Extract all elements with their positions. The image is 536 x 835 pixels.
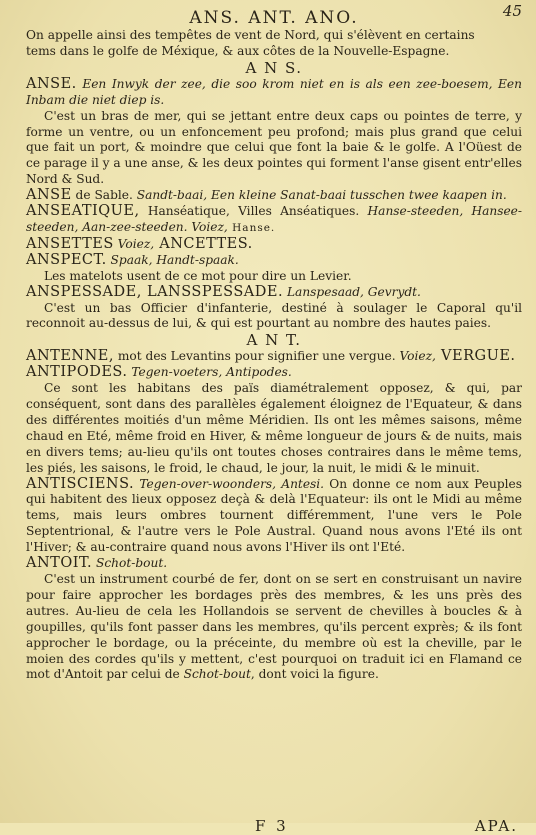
- dutch-translation: Tegen-voeters, Antipodes.: [127, 365, 292, 380]
- entry-antipodes: [26, 365, 522, 381]
- entry-anseatique: [26, 204, 522, 237]
- entry-antisciens: [26, 477, 522, 557]
- intro-line-1: On appelle ainsi des tempêtes de vent de Nord, qui s'élèvent en certains: [26, 28, 475, 42]
- cross-reference: ANCETTES.: [154, 235, 253, 252]
- headword: ANSPESSADE, LANSSPESSADE.: [26, 283, 284, 300]
- dutch-translation: Een Inwyk der zee, die soo krom niet en is als een zee-boesem, Een Inbam die niet diep is.: [26, 76, 522, 107]
- dutch-translation: Sandt-baai, Een kleine Sanat-baai tusschen twee kaapen in.: [136, 188, 507, 203]
- dutch-translation: Tegen-over-woonders, Antesi.: [134, 476, 325, 491]
- entry-ansettes: [26, 237, 522, 253]
- definition-anspect: Les matelots usent de ce mot pour dire un Levier.: [44, 268, 352, 283]
- definition-anspessade: C'est un bas Officier d'infanterie, destiné à soulager le Caporal qu'il reconnoit au-dessus de lui, & qui est pourtant au nombre des hautes paies.: [26, 300, 522, 331]
- definition-anse: C'est un bras de mer, qui se jettant entre deux caps ou pointes de terre, y forme un ventre, ou un enfoncement peu profond; mais plus grand que celui que fait un port, & moindre que celui que font la baie & le golfe. A l'Oüest de ce parage il y a une anse, & les deux pointes qui forment l'anse gisent entr'elles Nord & Sud.: [26, 108, 522, 187]
- headword: ANTIPODES.: [26, 364, 128, 381]
- dutch-translation: Spaak, Handt-spaak.: [106, 252, 239, 267]
- signature-mark: F 3: [255, 817, 289, 835]
- entry-text: C'est un instrument courbé de fer, dont on se sert en construisant un navire pour faire approcher les bordages près des membres, & les uns près des autres. Au-lieu de cela les Hollandois se servent de chevilles à boucles & à goupilles, qu'ils font passer dans les membres, qu'ils percent exprès; & ils font approcher le bordage, ou la préceinte, du membre où est la cheville, par le moien des cordes qu'ils y mettent, c'est pourquoi on traduit ici en Flamand ce mot d'Antoit par celui de: [26, 572, 522, 682]
- voiez-text: Voiez,: [113, 236, 155, 251]
- voiez-text: Voiez,: [399, 349, 436, 364]
- definition-antisciens: On donne ce nom aux Peuples qui habitent des lieux opposez deçà & delà l'Equateur: ils ont le Midi au même tems, mais leurs ombres tournent différemment, l'une vers le Pole Septentrional, & l'autre vers le Pole Austral. Quand nous avons l'Eté ils ont l'Hiver; & au-contraire quand nous avons l'Hiver ils ont l'Eté.: [26, 476, 522, 555]
- cross-reference: VERGUE.: [435, 348, 516, 365]
- entry-antoit: [26, 556, 522, 572]
- entry-anse-de-sable: [26, 188, 522, 204]
- entry-text: Hanséatique, Villes Anséatiques.: [139, 204, 368, 219]
- text-block: [26, 28, 522, 683]
- headword: ANSPECT.: [26, 251, 107, 268]
- headword: ANTISCIENS.: [26, 475, 135, 492]
- section-heading-ant: A N T.: [246, 331, 302, 350]
- definition-antipodes: Ce sont les habitans des païs diamétralement opposez, & qui, par conséquent, sont dans des parallèles également éloignez de l'Equateur, & dans des différentes moitiés d'un même Méridien. Ils ont les mêmes saisons, même chaud en Eté, même froid en Hiver, & même longueur de jours & de nuits, mais en divers tems; au-lieu qu'ils ont toutes choses contraires dans le même tems, les piés, les saisons, le froid, le chaud, le jour, la nuit, le midi & le minuit.: [26, 381, 522, 475]
- headword: ANTOIT.: [26, 555, 93, 572]
- headword: ANSE.: [26, 75, 77, 92]
- dutch-translation: Lanspesaad, Gevrydt.: [283, 284, 421, 299]
- running-head: ANS. ANT. ANO.: [189, 8, 359, 28]
- entry-antenne: [26, 349, 522, 365]
- headword: ANSETTES: [26, 235, 114, 252]
- headword: ANSE: [26, 187, 72, 204]
- entry-text: , dont voici la figure.: [250, 667, 379, 682]
- entry-anspessade: [26, 285, 522, 301]
- entry-anspect: [26, 253, 522, 269]
- entry-anse: [26, 77, 522, 109]
- headword: ANTENNE,: [26, 348, 114, 365]
- dutch-translation: Schot-bout.: [92, 556, 168, 571]
- entry-text: de Sable.: [71, 188, 137, 203]
- dutch-term: Schot-bout: [183, 667, 251, 682]
- section-heading-ans: A N S.: [245, 58, 303, 77]
- intro-line-2: tems dans le golfe de Méxique, & aux côtes de la Nouvelle-Espagne.: [26, 43, 450, 58]
- cross-reference: Hanse.: [227, 221, 276, 234]
- headword: ANSEATIQUE,: [26, 203, 140, 220]
- entry-text: mot des Levantins pour signifier une vergue.: [113, 349, 400, 364]
- definition-antoit: [26, 572, 522, 683]
- catchword: APA.: [474, 817, 518, 835]
- page-number: 45: [502, 2, 522, 20]
- dutch-translation: Hanse-steeden, Hansee-steeden, Aan-zee-steeden. Voiez,: [26, 204, 522, 234]
